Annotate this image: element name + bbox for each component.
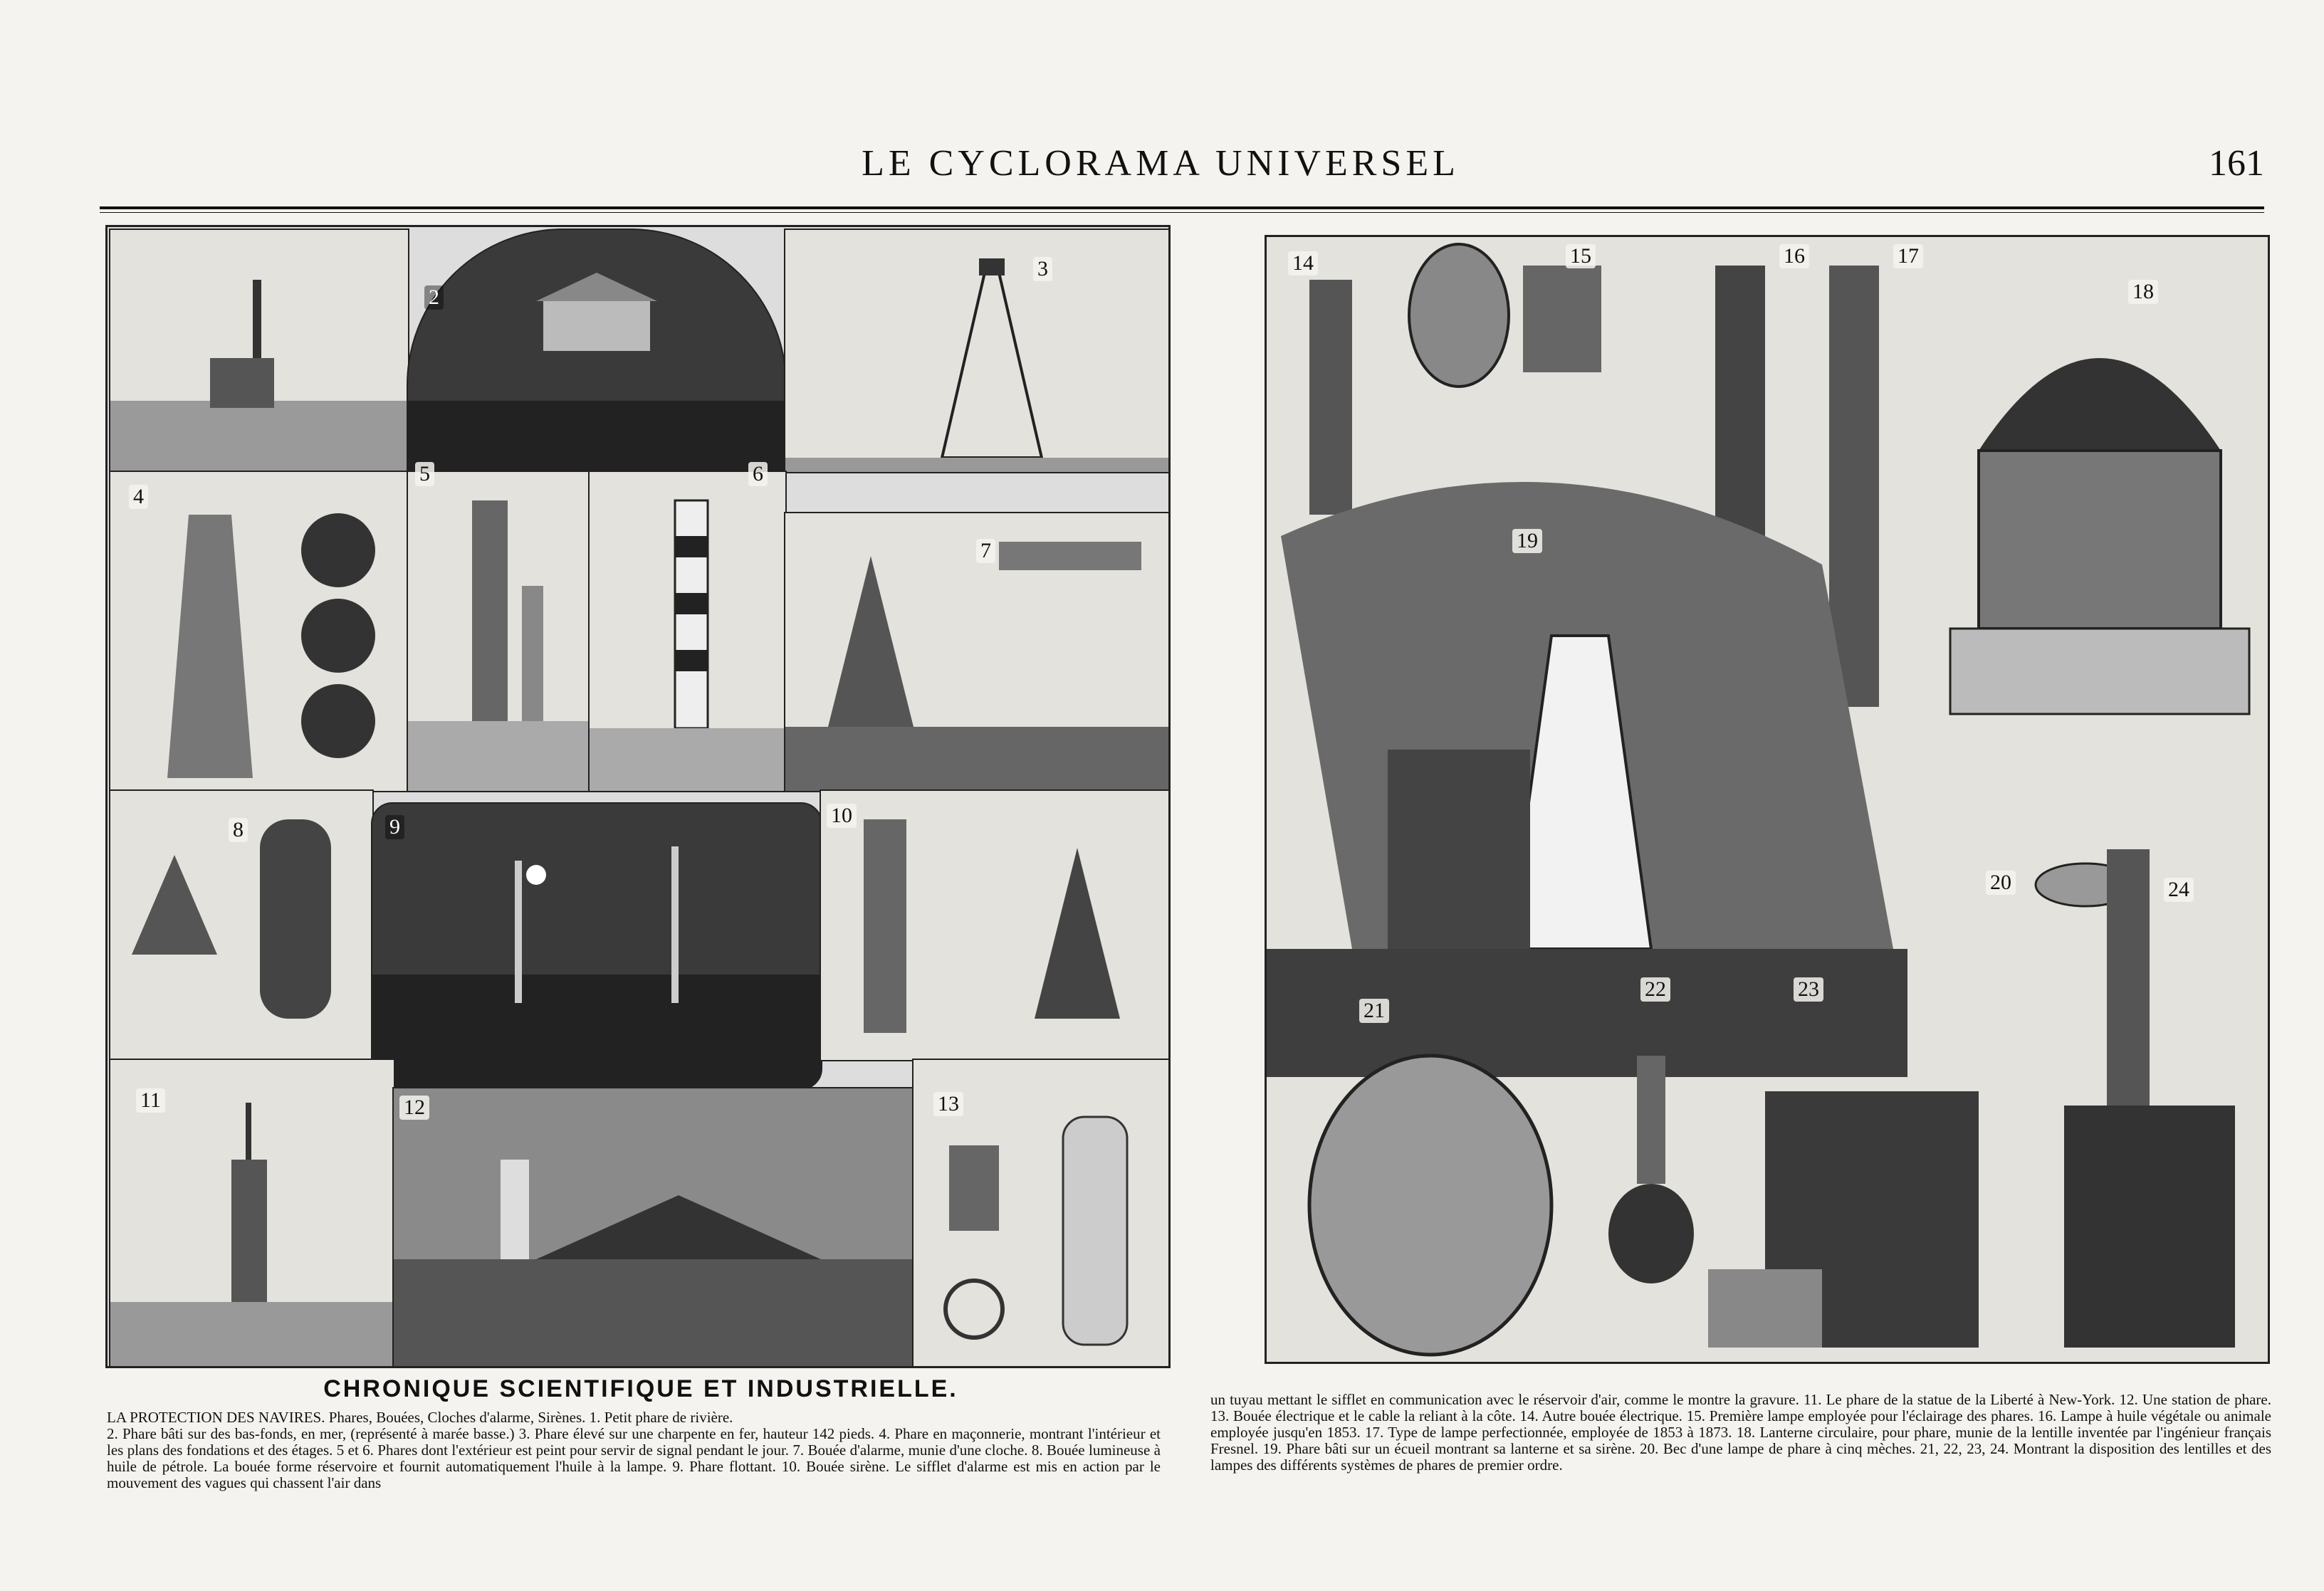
figure-label: 22 (1640, 977, 1670, 1002)
figure-label: 4 (129, 485, 148, 509)
figure-label: 15 (1566, 244, 1596, 268)
figure-label: 14 (1288, 251, 1318, 275)
figure-12-engraving (394, 1088, 914, 1366)
figure-5-daymark-lighthouse (407, 471, 591, 792)
figure-label: 8 (229, 818, 248, 842)
figure-label: 5 (415, 462, 434, 486)
figure-label: 19 (1512, 529, 1542, 553)
figure-label: 9 (385, 815, 404, 839)
figure-10-siren-buoy (820, 789, 1170, 1061)
figure-label: 13 (933, 1092, 963, 1116)
right-illustration-plate (1265, 235, 2270, 1364)
running-header-title: LE CYCLORAMA UNIVERSEL (862, 143, 1460, 184)
figure-label: 12 (399, 1096, 429, 1120)
figure-label: 17 (1893, 244, 1923, 268)
figure-label: 6 (748, 462, 768, 486)
caption-left-column: LA PROTECTION DES NAVIRES. Phares, Bouées, Cloches d'alarme, Sirènes. 1. Petit phare de rivière. 2. Phare bâti sur des bas-fonds, en mer, (représenté à marée basse.) 3. Phare élevé sur une charpente en fer, hauteur 142 pieds. 4. Phare en maçonnerie, montrant l'intérieur et les plans des fondations et des étages. 5 et 6. Phares dont l'extérieur est peint pour servir de signal pendant le jour. 7. Bouée d'alarme, munie d'une cloche. 8. Bouée lumineuse à huile de pétrole. La bouée forme réservoire et fournit automatiquement l'huile à la lampe. 9. Phare flottant. 10. Bouée sirène. Le sifflet d'alarme est mis en action par le mouvement des vagues qui chassent l'air dans (107, 1409, 1161, 1491)
figure-4-masonry-lighthouse (109, 471, 409, 792)
figure-2-engraving (408, 230, 785, 472)
figure-label: 23 (1794, 977, 1823, 1002)
figure-9-lightship (371, 802, 822, 1090)
figure-6-striped-lighthouse (588, 471, 787, 792)
figure-label: 21 (1359, 999, 1389, 1023)
figure-label: 16 (1779, 244, 1809, 268)
figure-6-engraving (590, 472, 785, 791)
left-illustration-plate (105, 225, 1171, 1368)
figure-label: 20 (1986, 871, 2016, 895)
figure-label: 18 (2128, 280, 2158, 304)
figure-label: 24 (2164, 878, 2194, 902)
figure-1-river-lighthouse (109, 229, 409, 473)
figure-label: 11 (136, 1088, 165, 1113)
figure-3-engraving (785, 230, 1168, 472)
figure-4-engraving (110, 472, 408, 791)
figure-label: 2 (424, 285, 444, 310)
section-title: CHRONIQUE SCIENTIFIQUE ET INDUSTRIELLE. (323, 1375, 958, 1402)
figure-label: 7 (976, 539, 995, 563)
figure-3-iron-frame-lighthouse (784, 229, 1170, 473)
figure-label: 3 (1033, 257, 1052, 281)
figure-2-shoal-lighthouse (407, 229, 787, 473)
figure-5-engraving (408, 472, 590, 791)
figure-9-engraving (372, 804, 821, 1088)
figure-12-lighthouse-station (392, 1087, 915, 1367)
figure-label: 10 (827, 804, 857, 828)
page-number: 161 (2209, 143, 2264, 184)
figure-10-engraving (821, 791, 1168, 1060)
right-plate-engraving (1267, 237, 2268, 1362)
header-rule (100, 206, 2264, 213)
figure-1-engraving (110, 230, 408, 472)
caption-right-column: un tuyau mettant le sifflet en communication avec le réservoir d'air, comme le montre la gravure. 11. Le phare de la statue de la Liberté à New-York. 12. Une station de phare. 13. Bouée électrique et le cable la reliant à la côte. 14. Autre bouée électrique. 15. Première lampe employée pour l'éclairage des phares. 16. Lampe à huile végétale ou animale employée jusqu'en 1853. 17. Type de lampe perfectionnée, employée de 1853 à 1873. 18. Lanterne circulaire, pour phare, munie de la lentille inventée par l'ingénieur français Fresnel. 19. Phare bâti sur un écueil montrant sa lanterne et sa sirène. 20. Bec d'une lampe de phare à cinq mèches. 21, 22, 23, 24. Montrant la disposition des lentilles et des lampes des différents systèmes de phares de premier ordre. (1210, 1391, 2271, 1474)
